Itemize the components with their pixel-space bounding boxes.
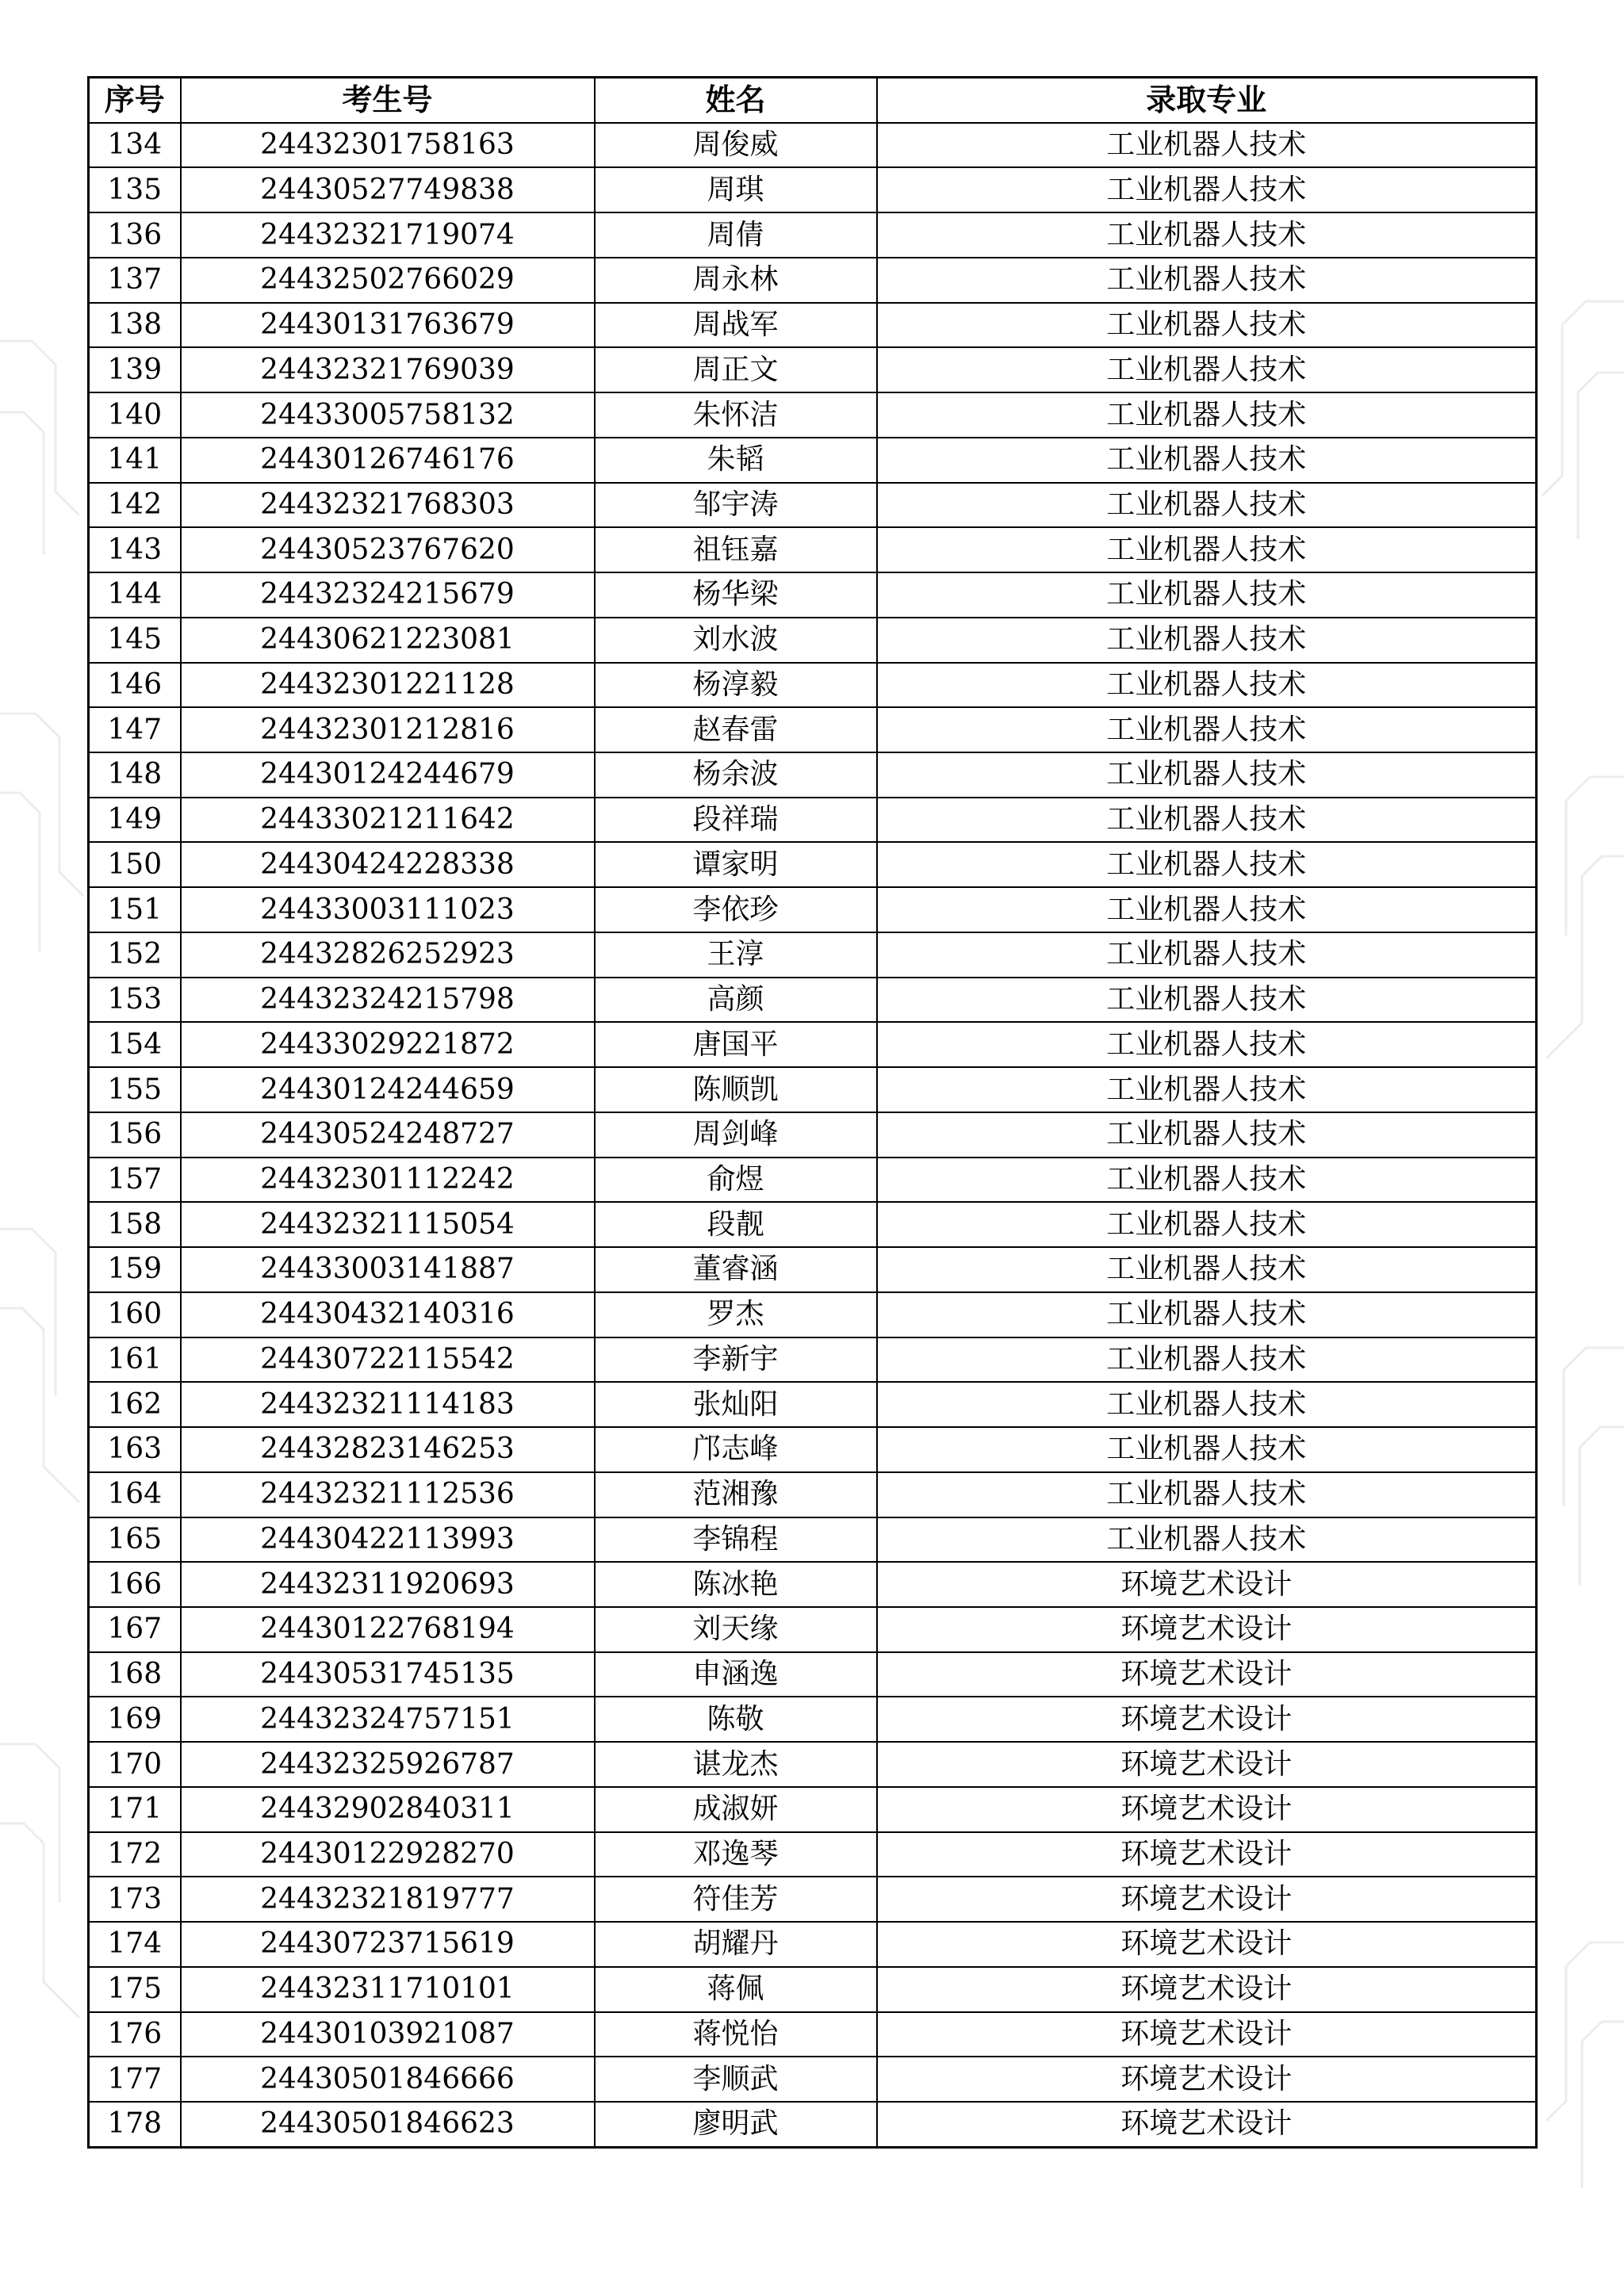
cell-name: 邹宇涛 xyxy=(595,483,877,528)
cell-name: 段靓 xyxy=(595,1202,877,1247)
cell-index: 167 xyxy=(89,1607,181,1652)
cell-major: 工业机器人技术 xyxy=(877,842,1537,887)
cell-exam-number: 24432324757151 xyxy=(181,1697,595,1742)
table-row xyxy=(89,1607,1537,1652)
cell-exam-number: 24432321115054 xyxy=(181,1202,595,1247)
cell-exam-number: 24432324215798 xyxy=(181,978,595,1023)
cell-exam-number: 24432321719074 xyxy=(181,212,595,258)
cell-exam-number: 24430422113993 xyxy=(181,1517,595,1563)
cell-major: 工业机器人技术 xyxy=(877,167,1537,212)
cell-name: 周琪 xyxy=(595,167,877,212)
cell-major: 工业机器人技术 xyxy=(877,978,1537,1023)
cell-major: 工业机器人技术 xyxy=(877,1158,1537,1203)
cell-name: 周正文 xyxy=(595,347,877,392)
cell-exam-number: 24432321112536 xyxy=(181,1472,595,1517)
cell-major: 环境艺术设计 xyxy=(877,1697,1537,1742)
cell-index: 150 xyxy=(89,842,181,887)
table-row xyxy=(89,347,1537,392)
cell-name: 段祥瑞 xyxy=(595,798,877,843)
cell-major: 工业机器人技术 xyxy=(877,483,1537,528)
cell-index: 177 xyxy=(89,2057,181,2102)
table-row xyxy=(89,1158,1537,1203)
cell-exam-number: 24430131763679 xyxy=(181,303,595,348)
table-row xyxy=(89,1112,1537,1158)
cell-index: 172 xyxy=(89,1832,181,1877)
cell-name: 赵春雷 xyxy=(595,707,877,752)
cell-index: 163 xyxy=(89,1427,181,1472)
header-major: 录取专业 xyxy=(877,78,1537,123)
cell-name: 朱韬 xyxy=(595,438,877,483)
cell-index: 151 xyxy=(89,887,181,932)
cell-index: 145 xyxy=(89,618,181,663)
cell-major: 工业机器人技术 xyxy=(877,887,1537,932)
cell-exam-number: 24432321114183 xyxy=(181,1382,595,1427)
table-row xyxy=(89,1652,1537,1697)
cell-index: 148 xyxy=(89,752,181,798)
cell-name: 李新宇 xyxy=(595,1337,877,1383)
cell-name: 李顺武 xyxy=(595,2057,877,2102)
table-row xyxy=(89,752,1537,798)
cell-exam-number: 24432823146253 xyxy=(181,1427,595,1472)
cell-index: 175 xyxy=(89,1967,181,2012)
cell-name: 周战军 xyxy=(595,303,877,348)
cell-exam-number: 24430524248727 xyxy=(181,1112,595,1158)
table-row xyxy=(89,663,1537,708)
cell-index: 166 xyxy=(89,1562,181,1607)
cell-index: 171 xyxy=(89,1787,181,1832)
cell-exam-number: 24432321769039 xyxy=(181,347,595,392)
cell-major: 工业机器人技术 xyxy=(877,1427,1537,1472)
cell-exam-number: 24433029221872 xyxy=(181,1022,595,1067)
cell-exam-number: 24432311710101 xyxy=(181,1967,595,2012)
cell-name: 杨余波 xyxy=(595,752,877,798)
cell-major: 工业机器人技术 xyxy=(877,303,1537,348)
table-row xyxy=(89,572,1537,618)
cell-exam-number: 24430527749838 xyxy=(181,167,595,212)
cell-major: 工业机器人技术 xyxy=(877,1022,1537,1067)
table-row xyxy=(89,707,1537,752)
cell-major: 工业机器人技术 xyxy=(877,1202,1537,1247)
cell-name: 谌龙杰 xyxy=(595,1742,877,1787)
cell-index: 143 xyxy=(89,527,181,572)
table-row xyxy=(89,1877,1537,1922)
cell-exam-number: 24430124244659 xyxy=(181,1067,595,1112)
cell-exam-number: 24432301212816 xyxy=(181,707,595,752)
cell-exam-number: 24430103921087 xyxy=(181,2012,595,2057)
table-row xyxy=(89,978,1537,1023)
cell-index: 173 xyxy=(89,1877,181,1922)
cell-name: 朱怀洁 xyxy=(595,392,877,438)
cell-exam-number: 24430722115542 xyxy=(181,1337,595,1383)
cell-index: 154 xyxy=(89,1022,181,1067)
cell-index: 139 xyxy=(89,347,181,392)
cell-name: 杨华梁 xyxy=(595,572,877,618)
table-row xyxy=(89,887,1537,932)
cell-name: 蒋悦怡 xyxy=(595,2012,877,2057)
table-row xyxy=(89,167,1537,212)
cell-exam-number: 24432324215679 xyxy=(181,572,595,618)
cell-index: 156 xyxy=(89,1112,181,1158)
cell-exam-number: 24430124244679 xyxy=(181,752,595,798)
cell-name: 成淑妍 xyxy=(595,1787,877,1832)
cell-exam-number: 24430432140316 xyxy=(181,1292,595,1337)
cell-major: 工业机器人技术 xyxy=(877,1472,1537,1517)
cell-index: 152 xyxy=(89,932,181,978)
table-row xyxy=(89,1292,1537,1337)
cell-name: 刘水波 xyxy=(595,618,877,663)
cell-index: 138 xyxy=(89,303,181,348)
cell-index: 141 xyxy=(89,438,181,483)
cell-major: 工业机器人技术 xyxy=(877,212,1537,258)
table-row xyxy=(89,1742,1537,1787)
cell-major: 环境艺术设计 xyxy=(877,1562,1537,1607)
cell-exam-number: 24430723715619 xyxy=(181,1922,595,1967)
cell-name: 李锦程 xyxy=(595,1517,877,1563)
cell-exam-number: 24433021211642 xyxy=(181,798,595,843)
cell-name: 申涵逸 xyxy=(595,1652,877,1697)
cell-index: 160 xyxy=(89,1292,181,1337)
cell-exam-number: 24430501846623 xyxy=(181,2102,595,2147)
table-row xyxy=(89,1247,1537,1292)
cell-major: 工业机器人技术 xyxy=(877,1517,1537,1563)
table-row xyxy=(89,798,1537,843)
cell-exam-number: 24432826252923 xyxy=(181,932,595,978)
table-row xyxy=(89,2012,1537,2057)
cell-major: 工业机器人技术 xyxy=(877,618,1537,663)
cell-index: 136 xyxy=(89,212,181,258)
cell-exam-number: 24430531745135 xyxy=(181,1652,595,1697)
cell-exam-number: 24432311920693 xyxy=(181,1562,595,1607)
cell-exam-number: 24433003111023 xyxy=(181,887,595,932)
cell-major: 工业机器人技术 xyxy=(877,572,1537,618)
cell-index: 155 xyxy=(89,1067,181,1112)
cell-index: 157 xyxy=(89,1158,181,1203)
cell-index: 162 xyxy=(89,1382,181,1427)
cell-major: 环境艺术设计 xyxy=(877,1922,1537,1967)
table-row xyxy=(89,1967,1537,2012)
cell-index: 142 xyxy=(89,483,181,528)
cell-index: 144 xyxy=(89,572,181,618)
cell-exam-number: 24433003141887 xyxy=(181,1247,595,1292)
cell-major: 工业机器人技术 xyxy=(877,123,1537,168)
cell-name: 邓逸琴 xyxy=(595,1832,877,1877)
cell-major: 工业机器人技术 xyxy=(877,707,1537,752)
cell-major: 环境艺术设计 xyxy=(877,2102,1537,2147)
cell-index: 178 xyxy=(89,2102,181,2147)
table-row xyxy=(89,2057,1537,2102)
cell-index: 146 xyxy=(89,663,181,708)
table-row xyxy=(89,438,1537,483)
cell-major: 环境艺术设计 xyxy=(877,1967,1537,2012)
cell-name: 陈冰艳 xyxy=(595,1562,877,1607)
cell-name: 王淳 xyxy=(595,932,877,978)
cell-index: 164 xyxy=(89,1472,181,1517)
cell-index: 134 xyxy=(89,123,181,168)
cell-name: 张灿阳 xyxy=(595,1382,877,1427)
cell-name: 谭家明 xyxy=(595,842,877,887)
cell-name: 李依珍 xyxy=(595,887,877,932)
cell-major: 工业机器人技术 xyxy=(877,1382,1537,1427)
cell-index: 174 xyxy=(89,1922,181,1967)
table-row xyxy=(89,1697,1537,1742)
table-row xyxy=(89,1472,1537,1517)
table-row xyxy=(89,1022,1537,1067)
cell-name: 陈顺凯 xyxy=(595,1067,877,1112)
cell-index: 147 xyxy=(89,707,181,752)
cell-index: 165 xyxy=(89,1517,181,1563)
cell-exam-number: 24432502766029 xyxy=(181,258,595,303)
header-name: 姓名 xyxy=(595,78,877,123)
table-row xyxy=(89,212,1537,258)
cell-major: 工业机器人技术 xyxy=(877,932,1537,978)
cell-major: 环境艺术设计 xyxy=(877,2012,1537,2057)
cell-name: 杨淳毅 xyxy=(595,663,877,708)
table-row xyxy=(89,1067,1537,1112)
cell-name: 蒋佩 xyxy=(595,1967,877,2012)
cell-index: 158 xyxy=(89,1202,181,1247)
cell-index: 140 xyxy=(89,392,181,438)
table-row xyxy=(89,1832,1537,1877)
cell-name: 陈敬 xyxy=(595,1697,877,1742)
cell-name: 周俊威 xyxy=(595,123,877,168)
table-row xyxy=(89,1202,1537,1247)
cell-major: 工业机器人技术 xyxy=(877,392,1537,438)
cell-index: 170 xyxy=(89,1742,181,1787)
cell-name: 周永林 xyxy=(595,258,877,303)
cell-index: 149 xyxy=(89,798,181,843)
cell-major: 工业机器人技术 xyxy=(877,1112,1537,1158)
cell-major: 环境艺术设计 xyxy=(877,1742,1537,1787)
table-row xyxy=(89,618,1537,663)
cell-major: 工业机器人技术 xyxy=(877,798,1537,843)
table-row xyxy=(89,483,1537,528)
cell-exam-number: 24430501846666 xyxy=(181,2057,595,2102)
table-row xyxy=(89,1922,1537,1967)
cell-major: 工业机器人技术 xyxy=(877,438,1537,483)
cell-name: 符佳芳 xyxy=(595,1877,877,1922)
table-row xyxy=(89,932,1537,978)
table-row xyxy=(89,2102,1537,2147)
cell-index: 159 xyxy=(89,1247,181,1292)
cell-index: 176 xyxy=(89,2012,181,2057)
table-row xyxy=(89,1427,1537,1472)
cell-name: 罗杰 xyxy=(595,1292,877,1337)
cell-index: 161 xyxy=(89,1337,181,1383)
cell-major: 环境艺术设计 xyxy=(877,1652,1537,1697)
cell-exam-number: 24432301758163 xyxy=(181,123,595,168)
cell-index: 153 xyxy=(89,978,181,1023)
table-body xyxy=(89,123,1537,2148)
cell-exam-number: 24430621223081 xyxy=(181,618,595,663)
table-row xyxy=(89,1337,1537,1383)
cell-major: 工业机器人技术 xyxy=(877,1292,1537,1337)
cell-index: 169 xyxy=(89,1697,181,1742)
header-index: 序号 xyxy=(89,78,181,123)
table-row xyxy=(89,1787,1537,1832)
table-row xyxy=(89,392,1537,438)
cell-major: 环境艺术设计 xyxy=(877,2057,1537,2102)
cell-major: 环境艺术设计 xyxy=(877,1832,1537,1877)
cell-major: 工业机器人技术 xyxy=(877,1067,1537,1112)
cell-exam-number: 24432321768303 xyxy=(181,483,595,528)
cell-name: 唐国平 xyxy=(595,1022,877,1067)
table-row xyxy=(89,1382,1537,1427)
cell-name: 刘天缘 xyxy=(595,1607,877,1652)
table-row xyxy=(89,303,1537,348)
cell-exam-number: 24430126746176 xyxy=(181,438,595,483)
table-row xyxy=(89,1562,1537,1607)
cell-exam-number: 24432301221128 xyxy=(181,663,595,708)
header-exam-number: 考生号 xyxy=(181,78,595,123)
table-row xyxy=(89,527,1537,572)
cell-major: 环境艺术设计 xyxy=(877,1787,1537,1832)
cell-major: 工业机器人技术 xyxy=(877,752,1537,798)
table-row xyxy=(89,258,1537,303)
cell-name: 胡耀丹 xyxy=(595,1922,877,1967)
cell-index: 135 xyxy=(89,167,181,212)
cell-major: 工业机器人技术 xyxy=(877,1337,1537,1383)
cell-name: 祖钰嘉 xyxy=(595,527,877,572)
cell-major: 环境艺术设计 xyxy=(877,1607,1537,1652)
cell-index: 137 xyxy=(89,258,181,303)
cell-major: 工业机器人技术 xyxy=(877,1247,1537,1292)
cell-exam-number: 24432301112242 xyxy=(181,1158,595,1203)
cell-exam-number: 24432321819777 xyxy=(181,1877,595,1922)
cell-index: 168 xyxy=(89,1652,181,1697)
cell-name: 邝志峰 xyxy=(595,1427,877,1472)
cell-exam-number: 24432325926787 xyxy=(181,1742,595,1787)
cell-name: 范湘豫 xyxy=(595,1472,877,1517)
cell-name: 周倩 xyxy=(595,212,877,258)
cell-exam-number: 24430424228338 xyxy=(181,842,595,887)
cell-exam-number: 24430122768194 xyxy=(181,1607,595,1652)
table-row xyxy=(89,1517,1537,1563)
table-row xyxy=(89,123,1537,168)
admission-list-table xyxy=(87,76,1538,2149)
cell-major: 环境艺术设计 xyxy=(877,1877,1537,1922)
table-row xyxy=(89,842,1537,887)
cell-exam-number: 24432902840311 xyxy=(181,1787,595,1832)
cell-name: 高颜 xyxy=(595,978,877,1023)
cell-exam-number: 24433005758132 xyxy=(181,392,595,438)
cell-major: 工业机器人技术 xyxy=(877,663,1537,708)
cell-name: 周剑峰 xyxy=(595,1112,877,1158)
cell-exam-number: 24430122928270 xyxy=(181,1832,595,1877)
cell-name: 俞煜 xyxy=(595,1158,877,1203)
table-header-row xyxy=(89,78,1537,123)
cell-major: 工业机器人技术 xyxy=(877,527,1537,572)
cell-exam-number: 24430523767620 xyxy=(181,527,595,572)
cell-major: 工业机器人技术 xyxy=(877,258,1537,303)
cell-name: 董睿涵 xyxy=(595,1247,877,1292)
cell-major: 工业机器人技术 xyxy=(877,347,1537,392)
cell-name: 廖明武 xyxy=(595,2102,877,2147)
